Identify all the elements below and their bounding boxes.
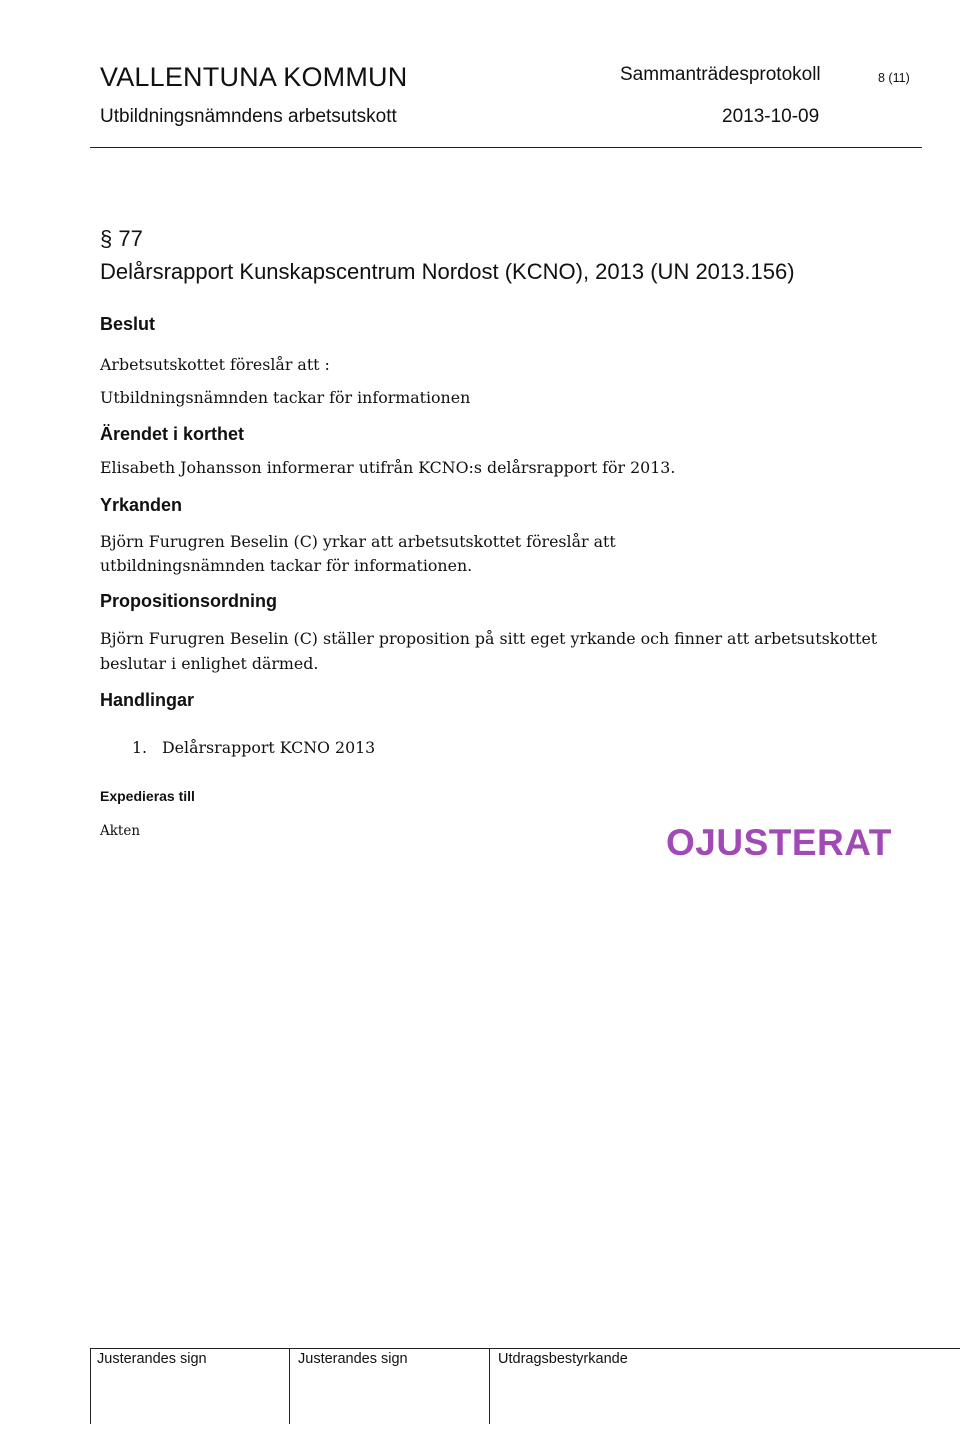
expedieras-recipient: Akten	[100, 823, 141, 839]
document-item-number: 1.	[132, 738, 148, 757]
signature-label-utdragsbestyrkande: Utdragsbestyrkande	[498, 1351, 628, 1367]
propositionsordning-line-1: Björn Furugren Beselin (C) ställer proposition på sitt eget yrkande och finner att arbetsutskottet	[100, 629, 878, 648]
heading-handlingar: Handlingar	[100, 690, 195, 710]
signature-box-divider	[90, 1348, 91, 1424]
header-divider	[90, 147, 922, 148]
organization-name: VALLENTUNA KOMMUN	[100, 62, 408, 92]
signature-label-justerande-2: Justerandes sign	[298, 1351, 408, 1367]
meeting-date: 2013-10-09	[722, 106, 820, 127]
section-title: Delårsrapport Kunskapscentrum Nordost (KCNO), 2013 (UN 2013.156)	[100, 259, 795, 284]
heading-beslut: Beslut	[100, 314, 156, 334]
arendet-text: Elisabeth Johansson informerar utifrån KCNO:s delårsrapport för 2013.	[100, 458, 676, 477]
signature-box-divider	[489, 1348, 490, 1424]
heading-expedieras: Expedieras till	[100, 788, 195, 804]
yrkanden-line-1: Björn Furugren Beselin (C) yrkar att arbetsutskottet föreslår att	[100, 532, 616, 551]
heading-propositionsordning: Propositionsordning	[100, 591, 277, 611]
ojusterat-stamp: OJUSTERAT	[666, 822, 892, 863]
yrkanden-line-2: utbildningsnämnden tackar för informationen.	[100, 556, 473, 575]
signature-box-divider	[289, 1348, 290, 1424]
beslut-decision: Utbildningsnämnden tackar för informationen	[100, 388, 471, 407]
propositionsordning-line-2: beslutar i enlighet därmed.	[100, 654, 319, 673]
document-type: Sammanträdesprotokoll	[620, 64, 821, 85]
page-number: 8 (11)	[878, 71, 910, 85]
document-item-label: Delårsrapport KCNO 2013	[162, 738, 376, 757]
signature-box-top-border	[90, 1348, 960, 1349]
beslut-proposer: Arbetsutskottet föreslår att :	[100, 355, 330, 374]
heading-arendet: Ärendet i korthet	[100, 424, 245, 444]
paragraph-number: § 77	[100, 226, 143, 251]
signature-label-justerande-1: Justerandes sign	[97, 1351, 207, 1367]
committee-name: Utbildningsnämndens arbetsutskott	[100, 106, 397, 127]
heading-yrkanden: Yrkanden	[100, 495, 183, 515]
